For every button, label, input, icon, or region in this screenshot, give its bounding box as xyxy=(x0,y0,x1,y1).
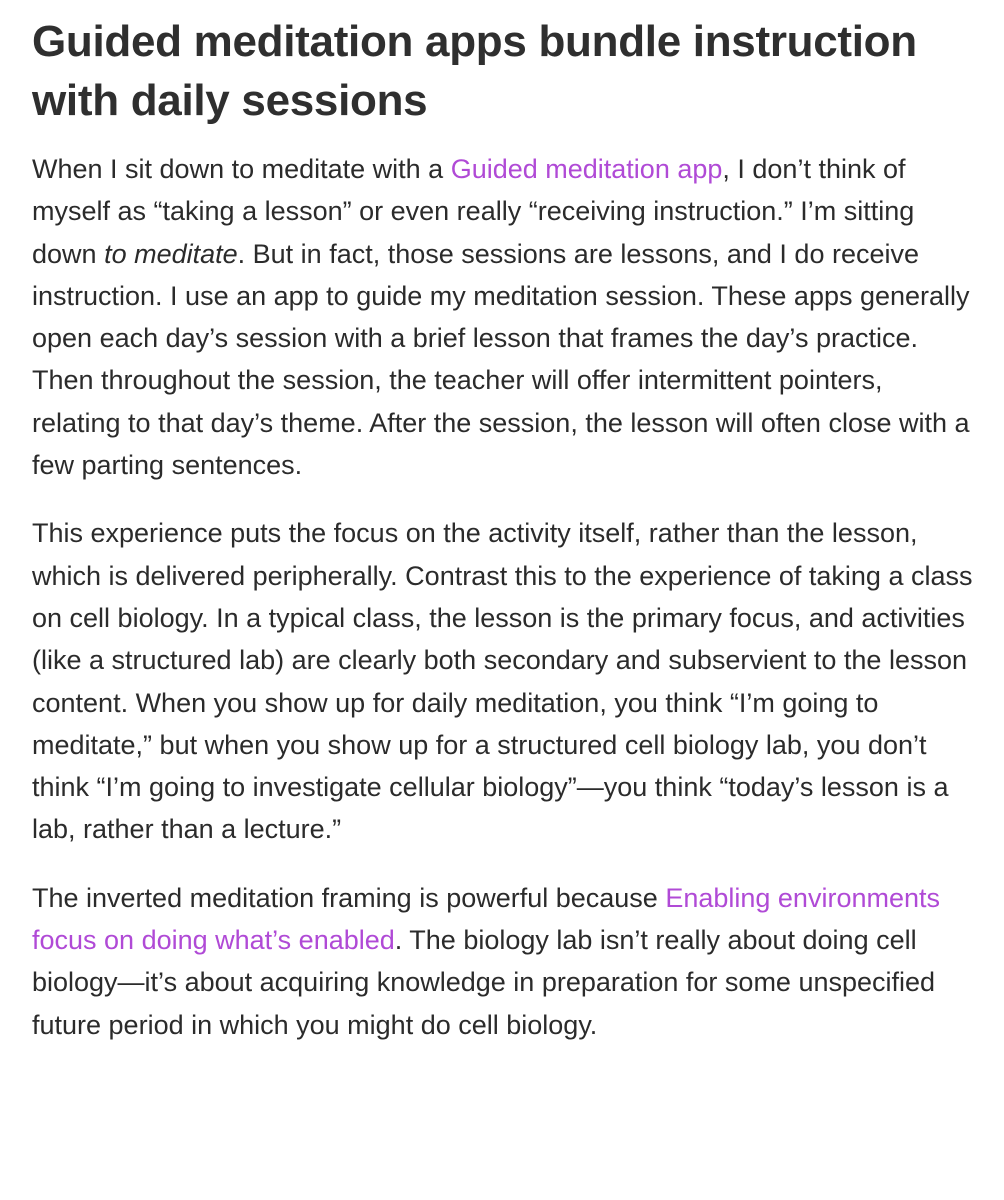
enabling-environments-link[interactable]: Enabling environments focus on doing what’s enabled xyxy=(32,882,940,956)
paragraph-1-text-a: When I sit down to meditate with a xyxy=(32,154,451,184)
paragraph-3 xyxy=(32,877,976,1046)
paragraph-1-text-b: , I don’t think of myself as “taking a lesson” or even really “receiving instruction.” I’m sitting down xyxy=(32,154,915,269)
paragraph-1-text-c: . But in fact, those sessions are lessons, and I do receive instruction. I use an app to guide my meditation session. These apps generally open each day’s session with a brief lesson that frames the day’s practice. Then throughout the session, the teacher will offer intermittent pointers, relating to that day’s theme. After the session, the lesson will often close with a few parting sentences. xyxy=(32,238,970,481)
paragraph-1 xyxy=(32,148,976,486)
emphasis-to-meditate: to meditate xyxy=(104,238,238,269)
guided-meditation-app-link[interactable]: Guided meditation app xyxy=(450,154,723,184)
paragraph-2: This experience puts the focus on the activity itself, rather than the lesson, which is delivered peripherally. Contrast this to the experience of taking a class on cell biology. In a typical class, the lesson is the primary focus, and activities (like a structured lab) are clearly both secondary and subservient to the lesson content. When you show up for daily meditation, you think “I’m going to meditate,” but when you show up for a structured cell biology lab, you don’t think “I’m going to investigate cellular biology”—you think “today’s lesson is a lab, rather than a lecture.” xyxy=(32,518,973,845)
paragraph-3-text-a: The inverted meditation framing is powerful because xyxy=(32,882,666,913)
paragraph-3-text-b: . The biology lab isn’t really about doing cell biology—it’s about acquiring knowledge in preparation for some unspecified future period in which you might do cell biology. xyxy=(32,925,936,1040)
page-title: Guided meditation apps bundle instruction with daily sessions xyxy=(32,17,917,125)
